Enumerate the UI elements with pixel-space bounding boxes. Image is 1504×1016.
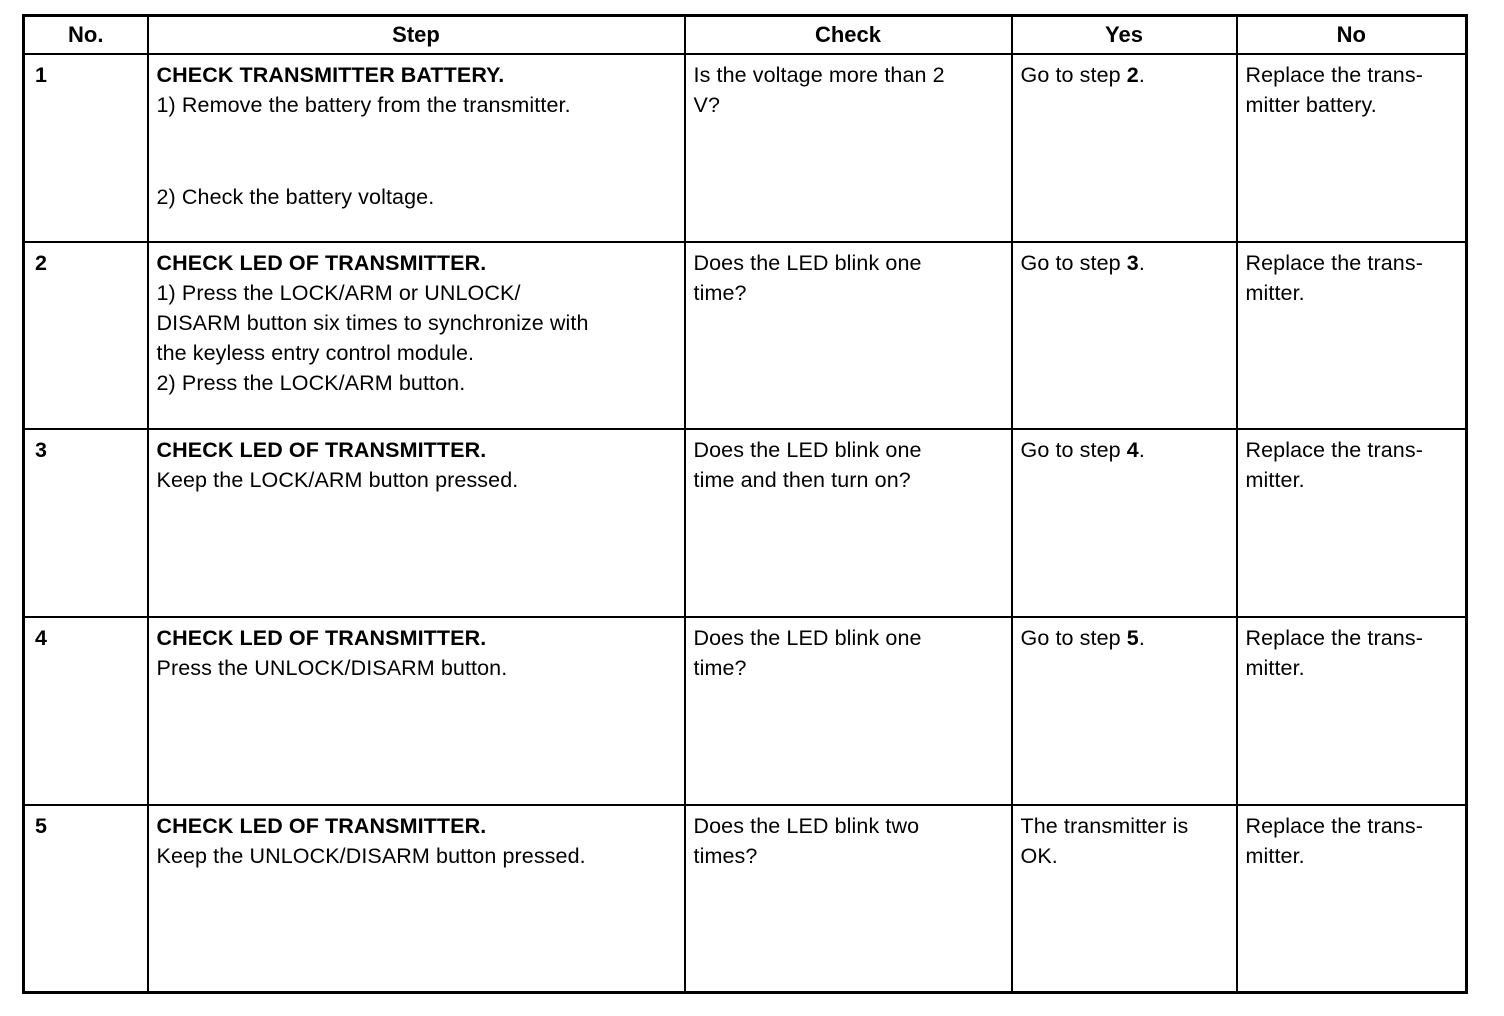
no-cell: [1237, 242, 1467, 430]
step-line: DISARM button six times to synchronize with: [156, 310, 589, 335]
no-cell: [1237, 429, 1467, 617]
row-number: 5: [24, 805, 148, 993]
yes-text: Go to step: [1020, 250, 1127, 275]
table-row: [24, 429, 1467, 617]
check-cell: [685, 805, 1012, 993]
table-row: [24, 805, 1467, 993]
step-line: Keep the LOCK/ARM button pressed.: [156, 468, 519, 493]
row-number: 1: [24, 54, 148, 242]
check-line: Does the LED blink one: [693, 250, 922, 275]
check-line: time and then turn on?: [693, 468, 911, 493]
step-cell: [148, 805, 685, 993]
yes-step-number: 3: [1126, 250, 1139, 275]
no-cell: [1237, 617, 1467, 805]
yes-text-suffix: .: [1138, 63, 1145, 87]
step-cell: [148, 617, 685, 805]
step-cell: [148, 54, 685, 242]
step-title: CHECK LED OF TRANSMITTER.: [156, 438, 487, 463]
step-line: Press the UNLOCK/DISARM button.: [156, 656, 508, 681]
step-line: 1) Remove the battery from the transmitter.: [156, 93, 571, 117]
no-line: mitter.: [1245, 843, 1305, 868]
no-line: Replace the trans-: [1245, 438, 1423, 463]
check-cell: [685, 54, 1012, 242]
check-line: times?: [693, 843, 758, 868]
header-check: Check: [685, 16, 1012, 55]
yes-text-suffix: .: [1138, 438, 1145, 463]
yes-text: Go to step: [1020, 63, 1127, 87]
check-line: V?: [693, 93, 720, 117]
step-title: CHECK TRANSMITTER BATTERY.: [156, 63, 505, 87]
step-cell: [148, 242, 685, 430]
no-line: mitter.: [1245, 656, 1305, 681]
yes-cell: [1012, 805, 1237, 993]
yes-text: Go to step: [1020, 438, 1127, 463]
check-line: Is the voltage more than 2: [693, 63, 945, 87]
row-number: 4: [24, 617, 148, 805]
step-line: 2) Press the LOCK/ARM button.: [156, 370, 466, 395]
yes-text: Go to step: [1020, 626, 1127, 651]
check-line: time?: [693, 280, 747, 305]
check-cell: [685, 617, 1012, 805]
yes-step-number: 4: [1126, 438, 1139, 463]
no-line: Replace the trans-: [1245, 626, 1423, 651]
no-line: Replace the trans-: [1245, 813, 1423, 838]
no-line: mitter.: [1245, 468, 1305, 493]
row-number: 2: [24, 242, 148, 430]
step-line: the keyless entry control module.: [156, 340, 475, 365]
step-line: Keep the UNLOCK/DISARM button pressed.: [156, 843, 586, 868]
diagnosis-table: [22, 14, 1468, 994]
yes-cell: [1012, 242, 1237, 430]
no-line: mitter battery.: [1245, 93, 1377, 117]
table-row: [24, 242, 1467, 430]
step-line: 1) Press the LOCK/ARM or UNLOCK/: [156, 280, 521, 305]
header-no: No.: [24, 16, 148, 55]
no-cell: [1237, 805, 1467, 993]
yes-cell: [1012, 617, 1237, 805]
yes-line: OK.: [1020, 843, 1058, 868]
no-cell: [1237, 54, 1467, 242]
header-row: [24, 16, 1467, 55]
check-line: time?: [693, 656, 747, 681]
no-line: mitter.: [1245, 280, 1305, 305]
header-yes: Yes: [1012, 16, 1237, 55]
header-no-result: No: [1237, 16, 1467, 55]
check-line: Does the LED blink one: [693, 626, 922, 651]
step-title: CHECK LED OF TRANSMITTER.: [156, 250, 487, 275]
step-title: CHECK LED OF TRANSMITTER.: [156, 813, 487, 838]
table-row: [24, 54, 1467, 242]
yes-step-number: 5: [1126, 626, 1139, 651]
step-line: 2) Check the battery voltage.: [156, 185, 435, 209]
yes-step-number: 2: [1126, 63, 1139, 87]
check-cell: [685, 242, 1012, 430]
yes-cell: [1012, 54, 1237, 242]
no-line: Replace the trans-: [1245, 250, 1423, 275]
check-cell: [685, 429, 1012, 617]
step-title: CHECK LED OF TRANSMITTER.: [156, 626, 487, 651]
step-cell: [148, 429, 685, 617]
yes-text-suffix: .: [1138, 626, 1145, 651]
row-number: 3: [24, 429, 148, 617]
yes-line: The transmitter is: [1020, 813, 1189, 838]
check-line: Does the LED blink one: [693, 438, 922, 463]
check-line: Does the LED blink two: [693, 813, 920, 838]
header-step: Step: [148, 16, 685, 55]
yes-cell: [1012, 429, 1237, 617]
yes-text-suffix: .: [1138, 250, 1145, 275]
no-line: Replace the trans-: [1245, 63, 1423, 87]
table-row: [24, 617, 1467, 805]
